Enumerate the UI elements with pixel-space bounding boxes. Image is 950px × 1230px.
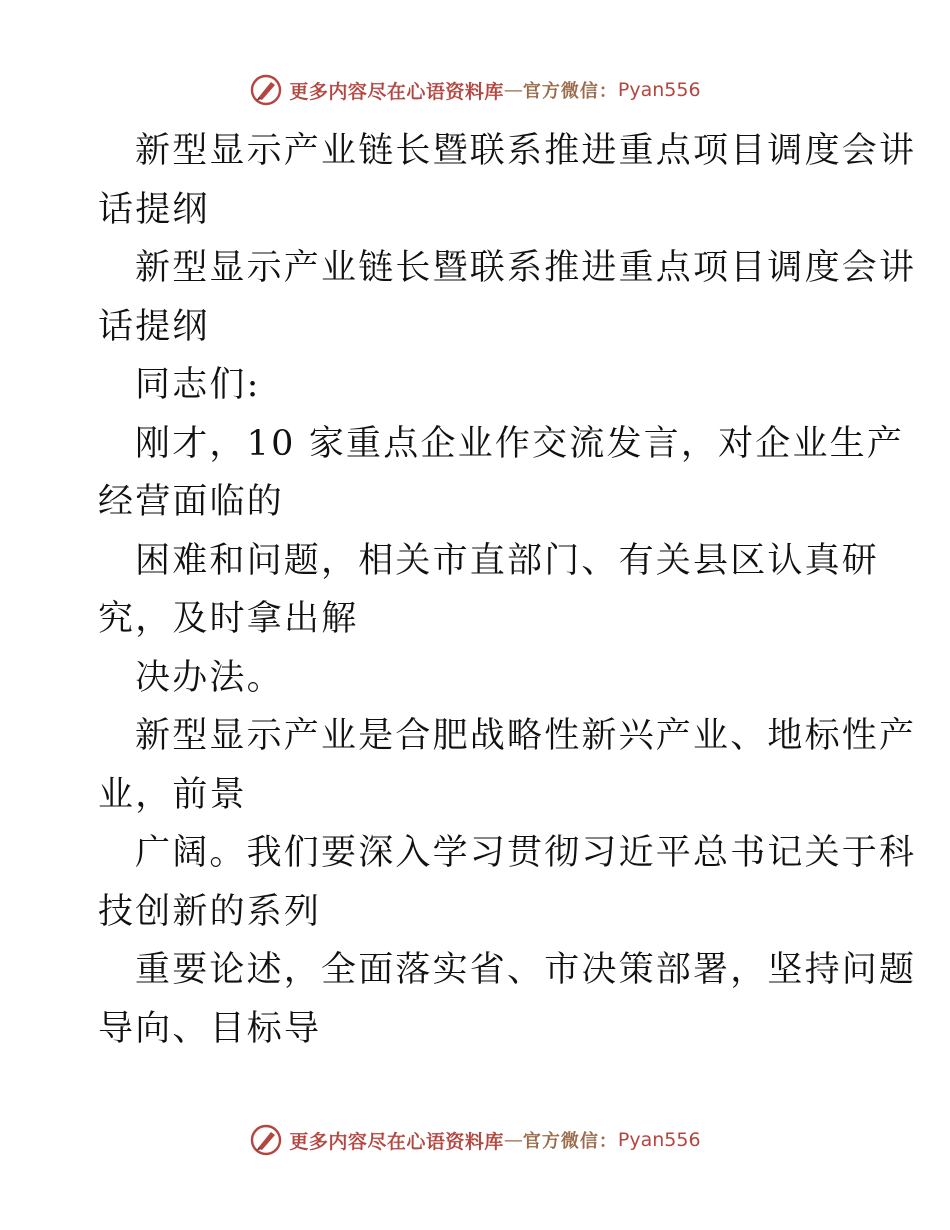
text-line: 导向、目标导 bbox=[98, 1008, 322, 1049]
text-line: 决办法。 bbox=[135, 657, 284, 698]
text-line: 话提纲 bbox=[98, 189, 210, 230]
header-watermark-banner bbox=[0, 70, 950, 110]
banner-wechat-id: Pyan556 bbox=[617, 79, 701, 101]
text-line: 新型显示产业链长暨联系推进重点项目调度会讲 bbox=[135, 131, 917, 171]
banner-separator: — bbox=[503, 1129, 523, 1151]
text-line: 技创新的系列 bbox=[98, 891, 322, 932]
text-line: 话提纲 bbox=[98, 306, 210, 347]
quill-pen-logo-icon bbox=[249, 1123, 283, 1157]
text-line: 究，及时拿出解 bbox=[98, 599, 359, 639]
document-body bbox=[98, 122, 917, 1058]
banner-wechat-label: 官方微信： bbox=[522, 81, 618, 102]
text-line: 新型显示产业链长暨联系推进重点项目调度会讲 bbox=[135, 248, 917, 288]
text-line: 困难和问题，相关市直部门、有关县区认真研 bbox=[135, 540, 880, 581]
text-line: 同志们: bbox=[135, 365, 261, 405]
banner-site-text: 更多内容尽在心语资料库 bbox=[289, 1130, 504, 1153]
quill-pen-logo-icon bbox=[249, 73, 283, 107]
text-line: 广阔。我们要深入学习贯彻习近平总书记关于科 bbox=[135, 833, 917, 873]
text-line: 重要论述，全面落实省、市决策部署，坚持问题 bbox=[135, 950, 917, 990]
text-line: 经营面临的 bbox=[98, 482, 285, 522]
text-line: 业，前景 bbox=[98, 774, 247, 815]
text-line: 刚才，10 家重点企业作交流发言，对企业生产 bbox=[135, 423, 905, 464]
text-line: 新型显示产业是合肥战略性新兴产业、地标性产 bbox=[135, 716, 917, 756]
footer-watermark-banner bbox=[0, 1120, 950, 1160]
banner-wechat-label: 官方微信： bbox=[522, 1131, 618, 1152]
banner-separator: — bbox=[503, 79, 523, 101]
banner-site-text: 更多内容尽在心语资料库 bbox=[289, 80, 504, 103]
banner-wechat-id: Pyan556 bbox=[617, 1129, 701, 1151]
